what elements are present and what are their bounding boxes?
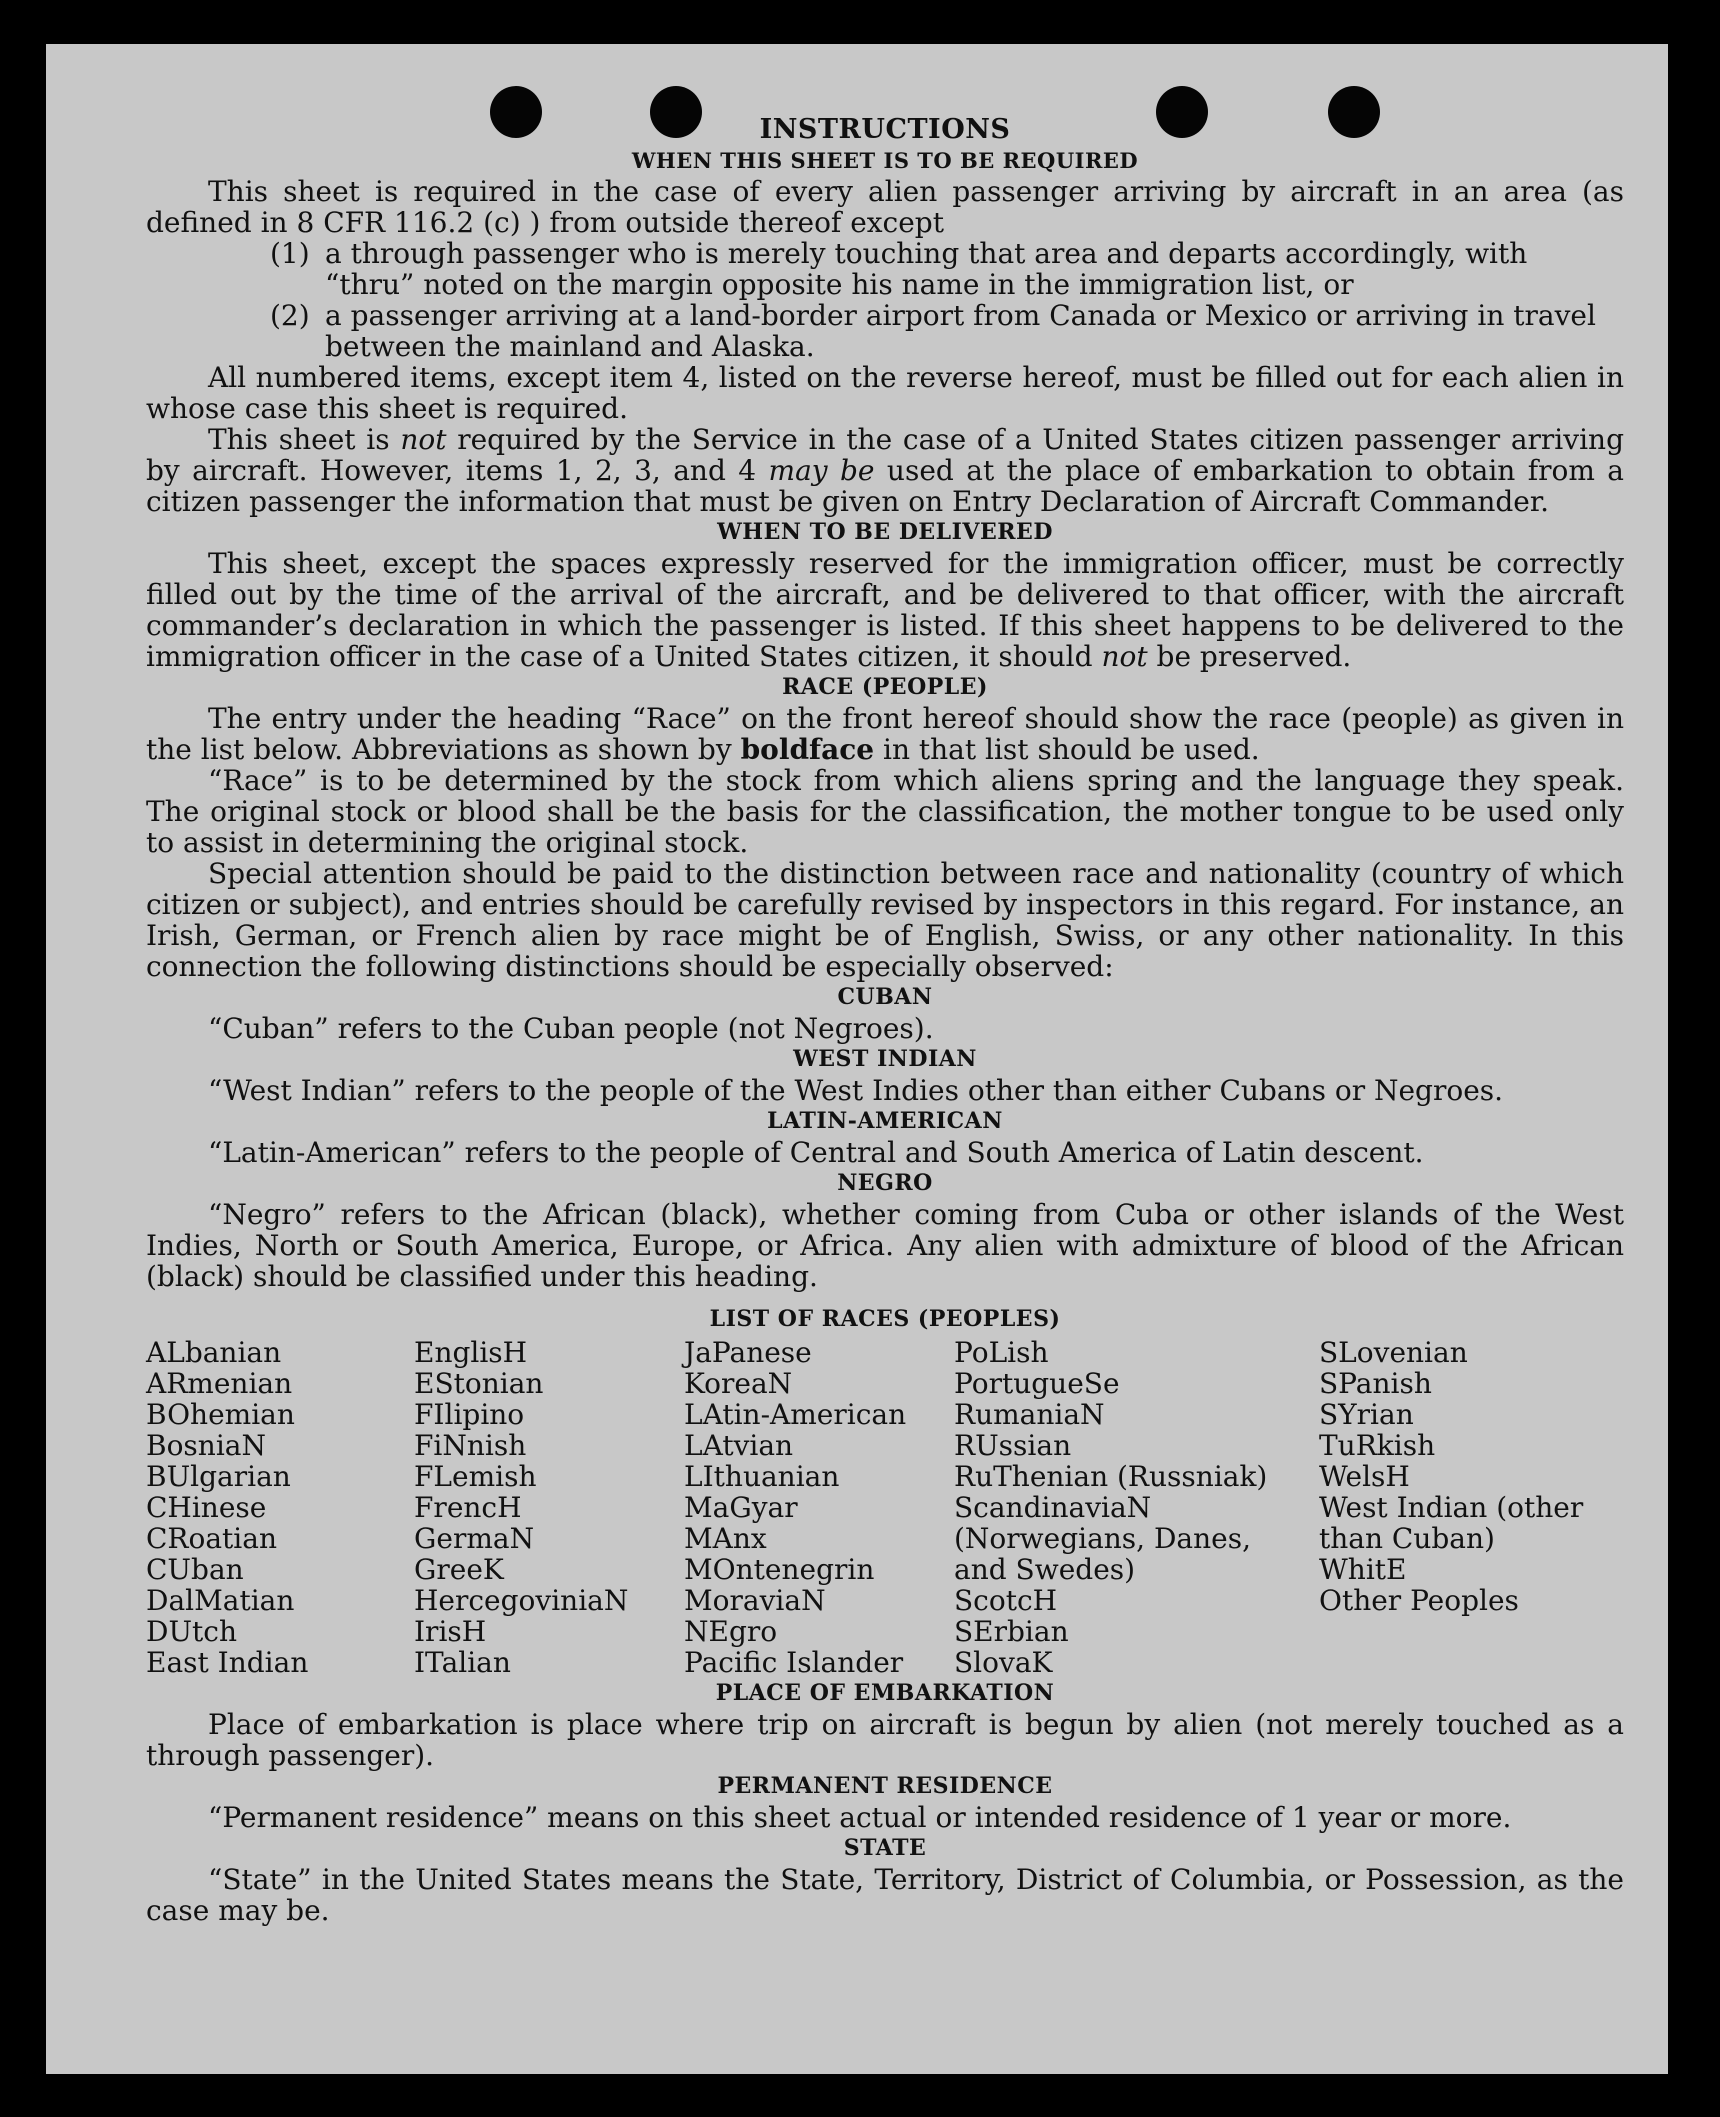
race-entry: NEgro xyxy=(684,1615,778,1648)
race-entry: DalMatian xyxy=(146,1584,295,1617)
race-column xyxy=(1319,1337,1624,1678)
paragraph-citizen: This sheet is not required by the Service in the case of a United States citizen passenger arriving by aircraft. However, items 1, 2, 3, and 4 may be used at the place of embarkation to obtain from a citizen passenger the information that must be given on Entry Declaration of Aircraft Commander. xyxy=(146,423,1624,518)
race-list xyxy=(146,1337,1624,1678)
paragraph-numbered-items: All numbered items, except item 4, listed on the reverse hereof, must be filled out for each alien in whose case this sheet is required. xyxy=(146,361,1624,425)
section-heading-list-of-races: LIST OF RACES (PEOPLES) xyxy=(709,1306,1061,1332)
paragraph-race-definition: “Race” is to be determined by the stock from which aliens spring and the language they speak. The original stock or blood shall be the basis for the classification, the mother tongue to be used only to assist in determining the original stock. xyxy=(146,764,1624,859)
paragraph-embarkation: Place of embarkation is place where trip on aircraft is begun by alien (not merely touched as a through passenger). xyxy=(146,1708,1624,1772)
race-entry: PortugueSe xyxy=(954,1367,1120,1400)
race-entry: HercegoviniaN xyxy=(414,1584,629,1617)
race-entry: Other Peoples xyxy=(1319,1584,1519,1617)
race-entry: RuThenian (Russniak) xyxy=(954,1460,1268,1493)
race-entry: RumaniaN xyxy=(954,1398,1105,1431)
race-entry: PoLish xyxy=(954,1336,1049,1369)
exception-item: (1) a through passenger who is merely touching that area and departs accordingly, with “thru” noted on the margin opposite his name in the immigration list, or xyxy=(270,237,1528,301)
race-entry: EStonian xyxy=(414,1367,544,1400)
paragraph-race-entry: The entry under the heading “Race” on the front hereof should show the race (people) as given in the list below. Abbreviations as shown by boldface in that list should be used. xyxy=(146,702,1624,766)
race-entry: LAtin-American xyxy=(684,1398,907,1431)
race-entry: SPanish xyxy=(1319,1367,1432,1400)
section-heading-delivered: WHEN TO BE DELIVERED xyxy=(717,519,1053,545)
race-entry: SErbian xyxy=(954,1615,1069,1648)
race-entry: ITalian xyxy=(414,1646,511,1679)
paragraph-cuban: “Cuban” refers to the Cuban people (not Negroes). xyxy=(208,1012,934,1045)
paragraph-latin-american: “Latin-American” refers to the people of Central and South America of Latin descent. xyxy=(208,1136,1424,1169)
race-entry: CUban xyxy=(146,1553,244,1586)
race-entry: FLemish xyxy=(414,1460,537,1493)
race-entry: IrisH xyxy=(414,1615,487,1648)
race-entry: WelsH xyxy=(1319,1460,1410,1493)
section-heading-west-indian: WEST INDIAN xyxy=(793,1046,977,1072)
page-title: INSTRUCTIONS xyxy=(759,114,1011,145)
race-entry: MoraviaN xyxy=(684,1584,826,1617)
paragraph-residence: “Permanent residence” means on this sheet actual or intended residence of 1 year or more. xyxy=(208,1801,1512,1834)
paragraph-west-indian: “West Indian” refers to the people of the West Indies other than either Cubans or Negroes. xyxy=(208,1074,1504,1107)
paragraph-delivered: This sheet, except the spaces expressly reserved for the immigration officer, must be correctly filled out by the time of the arrival of the aircraft, and be delivered to that officer, with the aircraft commander’s declaration in which the passenger is listed. If this sheet happens to be delivered to the immigration officer in the case of a United States citizen, it should not be preserved. xyxy=(146,547,1624,673)
race-entry: MAnx xyxy=(684,1522,767,1555)
section-heading-race: RACE (PEOPLE) xyxy=(782,674,988,700)
section-heading-residence: PERMANENT RESIDENCE xyxy=(717,1773,1053,1799)
race-entry: BUlgarian xyxy=(146,1460,291,1493)
race-entry: BosniaN xyxy=(146,1429,266,1462)
race-entry: FiNnish xyxy=(414,1429,527,1462)
paragraph-required: This sheet is required in the case of every alien passenger arriving by aircraft in an area (as defined in 8 CFR 116.2 (c) ) from outside thereof except xyxy=(146,175,1624,239)
race-column xyxy=(954,1337,1319,1678)
race-entry: MOntenegrin xyxy=(684,1553,875,1586)
race-entry: GreeK xyxy=(414,1553,504,1586)
section-heading-embarkation: PLACE OF EMBARKATION xyxy=(715,1680,1055,1706)
race-column xyxy=(684,1337,954,1678)
section-heading-cuban: CUBAN xyxy=(837,984,933,1010)
document-page xyxy=(46,44,1668,2074)
race-entry: JaPanese xyxy=(684,1336,812,1369)
race-entry: LAtvian xyxy=(684,1429,794,1462)
race-entry: FIlipino xyxy=(414,1398,525,1431)
race-entry: ARmenian xyxy=(146,1367,293,1400)
race-entry: KoreaN xyxy=(684,1367,793,1400)
race-entry: TuRkish xyxy=(1319,1429,1436,1462)
section-heading-latin-american: LATIN-AMERICAN xyxy=(767,1108,1003,1134)
race-entry: CHinese xyxy=(146,1491,267,1524)
race-column xyxy=(414,1337,684,1678)
race-entry: SlovaK xyxy=(954,1646,1053,1679)
paragraph-negro: “Negro” refers to the African (black), whether coming from Cuba or other islands of the West Indies, North or South America, Europe, or Africa. Any alien with admixture of blood of the African (black) should be classified under this heading. xyxy=(146,1198,1624,1293)
race-entry: GermaN xyxy=(414,1522,535,1555)
race-entry: BOhemian xyxy=(146,1398,295,1431)
exception-item: (2) a passenger arriving at a land-border airport from Canada or Mexico or arriving in travel between the mainland and Alaska. xyxy=(270,299,1596,363)
race-entry: West Indian (other than Cuban) xyxy=(1319,1491,1584,1555)
instructions-body xyxy=(146,114,1624,1926)
race-entry: FrencH xyxy=(414,1491,522,1524)
section-heading-negro: NEGRO xyxy=(837,1170,933,1196)
section-heading-required: WHEN THIS SHEET IS TO BE REQUIRED xyxy=(631,148,1139,173)
race-entry: CRoatian xyxy=(146,1522,277,1555)
race-entry: ScotcH xyxy=(954,1584,1058,1617)
race-entry: LIthuanian xyxy=(684,1460,840,1493)
race-entry: MaGyar xyxy=(684,1491,798,1524)
race-entry: ScandinaviaN (Norwegians, Danes, and Swedes) xyxy=(954,1491,1251,1586)
race-entry: ALbanian xyxy=(146,1336,282,1369)
race-entry: East Indian xyxy=(146,1646,309,1679)
race-entry: Pacific Islander xyxy=(684,1646,904,1679)
section-heading-state: STATE xyxy=(843,1835,927,1861)
race-entry: WhitE xyxy=(1319,1553,1407,1586)
race-entry: SYrian xyxy=(1319,1398,1414,1431)
race-entry: DUtch xyxy=(146,1615,238,1648)
race-entry: SLovenian xyxy=(1319,1336,1468,1369)
paragraph-state: “State” in the United States means the State, Territory, District of Columbia, or Possession, as the case may be. xyxy=(146,1863,1624,1927)
race-entry: EnglisH xyxy=(414,1336,528,1369)
race-column xyxy=(146,1337,414,1678)
paragraph-race-nationality: Special attention should be paid to the distinction between race and nationality (country of which citizen or subject), and entries should be carefully revised by inspectors in this regard. For instance, an Irish, German, or French alien by race might be of English, Swiss, or any other nationality. In this connection the following distinctions should be especially observed: xyxy=(146,857,1624,983)
race-entry: RUssian xyxy=(954,1429,1072,1462)
